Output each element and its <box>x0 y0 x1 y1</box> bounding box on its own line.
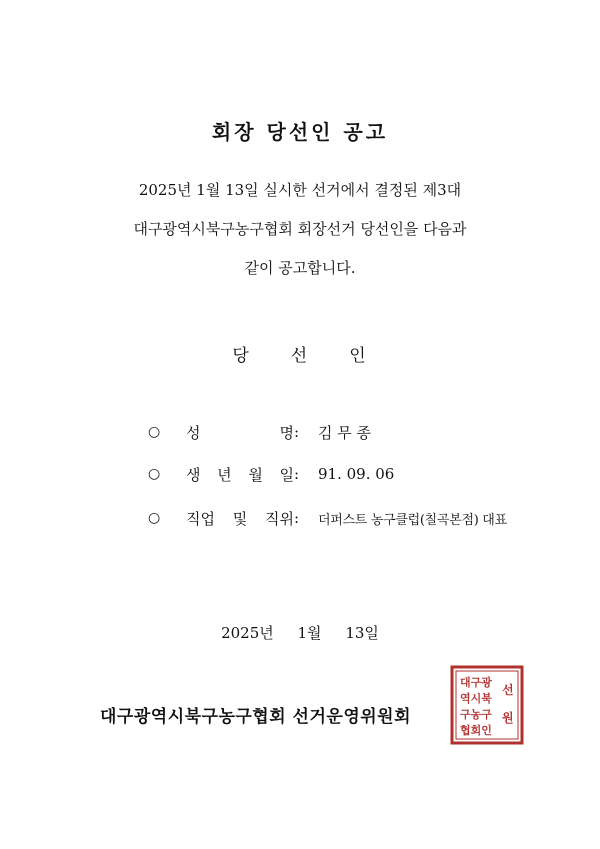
detail-value-birthdate: 91. 09. 06 <box>318 465 395 483</box>
section-heading-char: 인 <box>349 346 368 366</box>
svg-text:대구광: 대구광 <box>460 676 492 689</box>
label-char: 직위 <box>265 509 294 528</box>
colon: : <box>294 465 300 483</box>
label-char: 성 <box>186 423 201 442</box>
svg-text:협회인: 협회인 <box>460 724 492 737</box>
label-char: 일 <box>279 465 294 484</box>
label-char: 명 <box>279 423 294 442</box>
section-heading-char: 당 <box>232 346 251 366</box>
detail-label <box>186 422 294 443</box>
label-char: 생 <box>186 465 201 484</box>
svg-text:구농구: 구농구 <box>460 708 492 721</box>
announcement-date <box>0 622 600 643</box>
detail-value-name: 김 무 종 <box>318 423 372 442</box>
detail-row-birthdate <box>148 463 394 485</box>
paragraph-line-2: 대구광역시북구농구협회 회장선거 당선인을 다음과 <box>133 220 467 238</box>
date-month: 1월 <box>297 624 322 642</box>
section-heading-char: 선 <box>290 346 310 366</box>
detail-row-name <box>148 421 371 443</box>
svg-text:역시북: 역시북 <box>460 692 492 705</box>
organization-name: 대구광역시북구농구협회 선거운영위원회 <box>100 707 412 727</box>
label-char: 직업 <box>186 509 215 528</box>
bullet-icon: ○ <box>148 466 161 482</box>
paragraph-line-1: 2025년 1월 13일 실시한 선거에서 결정된 제3대 <box>138 181 462 199</box>
bullet-icon: ○ <box>148 510 161 526</box>
document-title: 회장 당선인 공고 <box>211 120 389 144</box>
bullet-icon: ○ <box>148 424 161 440</box>
detail-label <box>186 464 294 485</box>
section-heading <box>0 341 600 366</box>
colon: : <box>294 423 300 441</box>
label-char: 및 <box>232 509 248 528</box>
paragraph-line-3: 같이 공고합니다. <box>244 259 356 277</box>
svg-text:원: 원 <box>502 711 514 725</box>
detail-row-occupation <box>148 507 507 529</box>
date-day: 13일 <box>345 624 379 642</box>
detail-label <box>186 508 294 529</box>
official-seal-icon <box>448 664 526 746</box>
date-year: 2025년 <box>221 624 274 642</box>
detail-value-occupation: 더퍼스트 농구클럽(칠곡본점) 대표 <box>318 512 507 528</box>
colon: : <box>294 509 300 527</box>
label-char: 년 <box>217 465 232 484</box>
label-char: 월 <box>248 465 263 484</box>
svg-text:선: 선 <box>502 683 514 697</box>
